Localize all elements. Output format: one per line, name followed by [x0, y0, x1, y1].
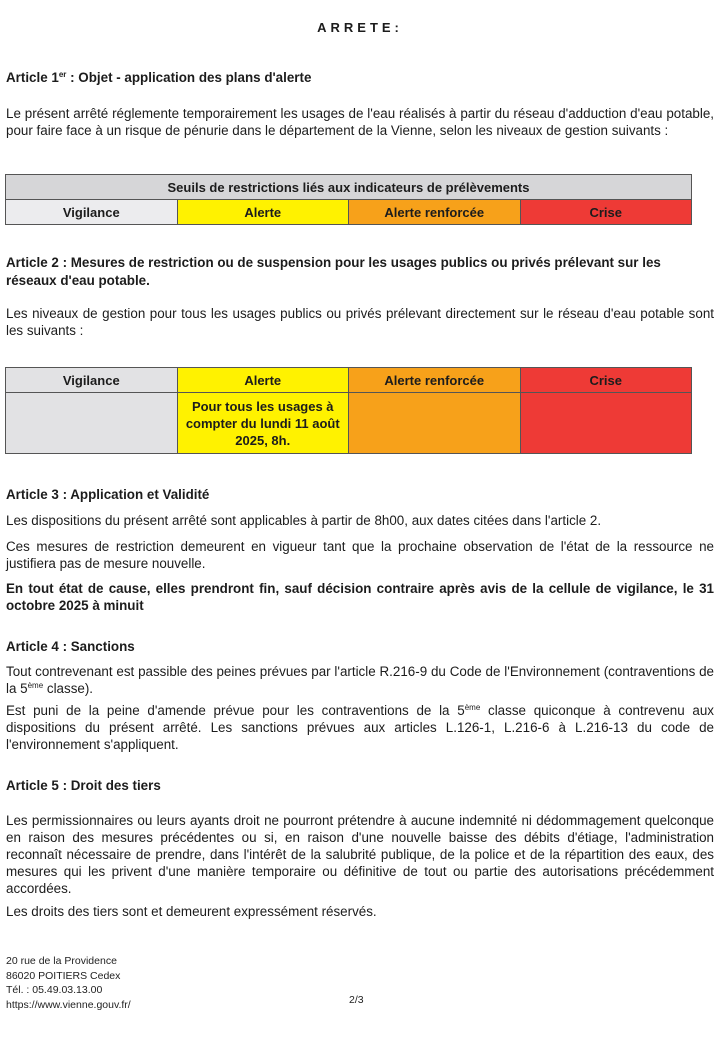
article-1-heading-label: Article 1 [6, 70, 59, 85]
article-2-paragraph: Les niveaux de gestion pour tous les usages publics ou privés prélevant directement sur le réseau d'eau potable sont les suivants : [6, 306, 714, 338]
article-4-p2-sup: ème [464, 703, 481, 712]
level-vigilance: Vigilance [6, 368, 178, 393]
level-alerte-renforcee: Alerte renforcée [349, 200, 521, 225]
page-title: ARRETE: [317, 20, 403, 35]
thresholds-table-header: Seuils de restrictions liés aux indicateurs de prélèvements [6, 175, 692, 200]
footer-street: 20 rue de la Providence [6, 955, 117, 967]
article-3-paragraph-3: En tout état de cause, elles prendront fin, sauf décision contraire après avis de la cellule de vigilance, le 31 octobre 2025 à minuit [6, 581, 714, 613]
article-4-p1-sup: ème [27, 681, 44, 690]
article-4-p1-text: Tout contrevenant est passible des peines prévues par l'article R.216-9 du Code de l'Environnement (contraventions de la 5 [6, 664, 714, 696]
article-4-paragraph-1 [6, 663, 714, 697]
article-1-heading-sup: er [58, 70, 67, 79]
alerte-measure-note: Pour tous les usages à compter du lundi 11 août 2025, 8h. [185, 398, 340, 448]
article-4-p1-end: classe). [43, 681, 94, 696]
footer-website-link[interactable]: https://www.vienne.gouv.fr/ [6, 998, 131, 1011]
article-1-heading-title: : Objet - application des plans d'alerte [66, 70, 312, 85]
article-2-heading: Article 2 : Mesures de restriction ou de suspension pour les usages publics ou privés prélevant sur les réseaux d'eau potable. [6, 255, 661, 288]
article-1-paragraph: Le présent arrêté réglemente temporairement les usages de l'eau réalisés à partir du réseau d'adduction d'eau potable, pour faire face à un risque de pénurie dans le département de la Vienne, selon les niveaux de gestion suivants : [6, 106, 714, 138]
article-4-p2-text: Est puni de la peine d'amende prévue pour les contraventions de la 5 [6, 703, 465, 718]
footer-phone: Tél. : 05.49.03.13.00 [6, 984, 103, 996]
article-3-heading: Article 3 : Application et Validité [6, 487, 210, 502]
level-vigilance: Vigilance [6, 200, 178, 225]
page-number: 2/3 [349, 994, 364, 1006]
vigilance-cell [6, 393, 178, 454]
alerte-cell [177, 393, 349, 454]
article-5-heading: Article 5 : Droit des tiers [6, 778, 161, 793]
article-5-paragraph-2: Les droits des tiers sont et demeurent expressément réservés. [6, 904, 377, 919]
article-3-paragraph-2: Ces mesures de restriction demeurent en vigueur tant que la prochaine observation de l'état de la ressource ne justifiera pas de mesure nouvelle. [6, 539, 714, 571]
article-3-paragraph-1: Les dispositions du présent arrêté sont applicables à partir de 8h00, aux dates citées dans l'article 2. [6, 513, 602, 528]
level-alerte: Alerte [177, 368, 349, 393]
level-crise: Crise [520, 200, 692, 225]
article-1-heading [6, 69, 714, 87]
footer-city: 86020 POITIERS Cedex [6, 969, 121, 982]
crise-cell [520, 393, 692, 454]
footer-address-block [6, 954, 131, 1012]
article-5-paragraph-1: Les permissionnaires ou leurs ayants droit ne pourront prétendre à aucune indemnité ni dédommagement quelconque en raison des mesures précédentes ou si, en raison d'une nouvelle baisse des débits d'étiage, l'administration reconnaît nécessaire de prendre, dans l'intérêt de la salubrité publique, de la police et de la répartition des eaux, des mesures qui les privent d'une manière temporaire ou définitive de tout ou partie des autorisations précédemment accordées. [6, 813, 714, 896]
level-alerte-renforcee: Alerte renforcée [349, 368, 521, 393]
article-4-p2-end: classe quiconque à contrevenu aux dispositions du présent arrêté. Les sanctions prévues aux articles L.126-1, L.216-6 à L.216-13 du code de l'environnement s'appliquent. [6, 703, 714, 752]
management-levels-table [5, 367, 692, 454]
level-crise: Crise [520, 368, 692, 393]
article-4-heading: Article 4 : Sanctions [6, 639, 135, 654]
restriction-thresholds-table [5, 174, 692, 225]
article-4-paragraph-2 [6, 702, 714, 753]
alerte-renforcee-cell [349, 393, 521, 454]
level-alerte: Alerte [177, 200, 349, 225]
